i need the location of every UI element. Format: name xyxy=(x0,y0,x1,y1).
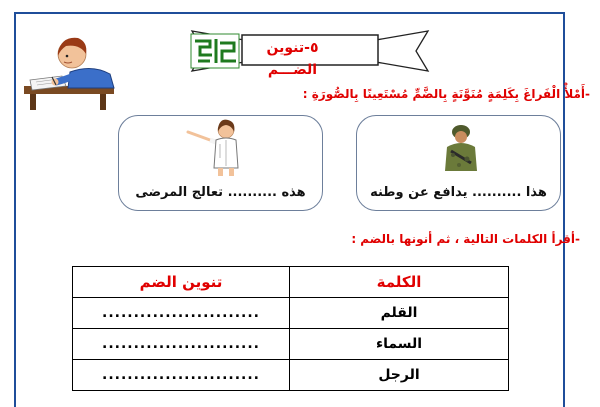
header-word: الكلمة xyxy=(290,267,509,298)
card-sentence-soldier: هذا .......... يدافع عن وطنه xyxy=(370,185,547,200)
card-sentence-nurse: هذه .......... تعالج المرضى xyxy=(135,185,306,200)
answer-blank[interactable]: ......................... xyxy=(73,360,290,391)
words-table xyxy=(72,266,509,391)
exercise2-instruction: -أقرأ الكلمات التالية ، ثم أنونها بالضم : xyxy=(351,232,580,246)
header-tanween: تنوين الضم xyxy=(73,267,290,298)
table-row xyxy=(73,298,509,329)
table-header-row xyxy=(73,267,509,298)
table-row xyxy=(73,360,509,391)
soldier-icon xyxy=(441,123,481,171)
exercise1-instruction: -أَمْلأْ الْفَراغَ بِكَلِمَةٍ مُنَوَّنَةٍ بِالضَّمِّ مُسْتَعِينًا بِالصُّورَةِ : xyxy=(302,87,590,101)
writing-boy-icon xyxy=(22,28,122,110)
nurse-icon xyxy=(180,118,250,176)
word-cell: السماء xyxy=(290,329,509,360)
word-cell: الرجل xyxy=(290,360,509,391)
answer-blank[interactable]: ......................... xyxy=(73,298,290,329)
answer-blank[interactable]: ......................... xyxy=(73,329,290,360)
word-cell: القلم xyxy=(290,298,509,329)
page-title: ٥-تنوين الضـــم xyxy=(266,40,319,78)
calligraphy-icon xyxy=(190,33,240,69)
table-row xyxy=(73,329,509,360)
